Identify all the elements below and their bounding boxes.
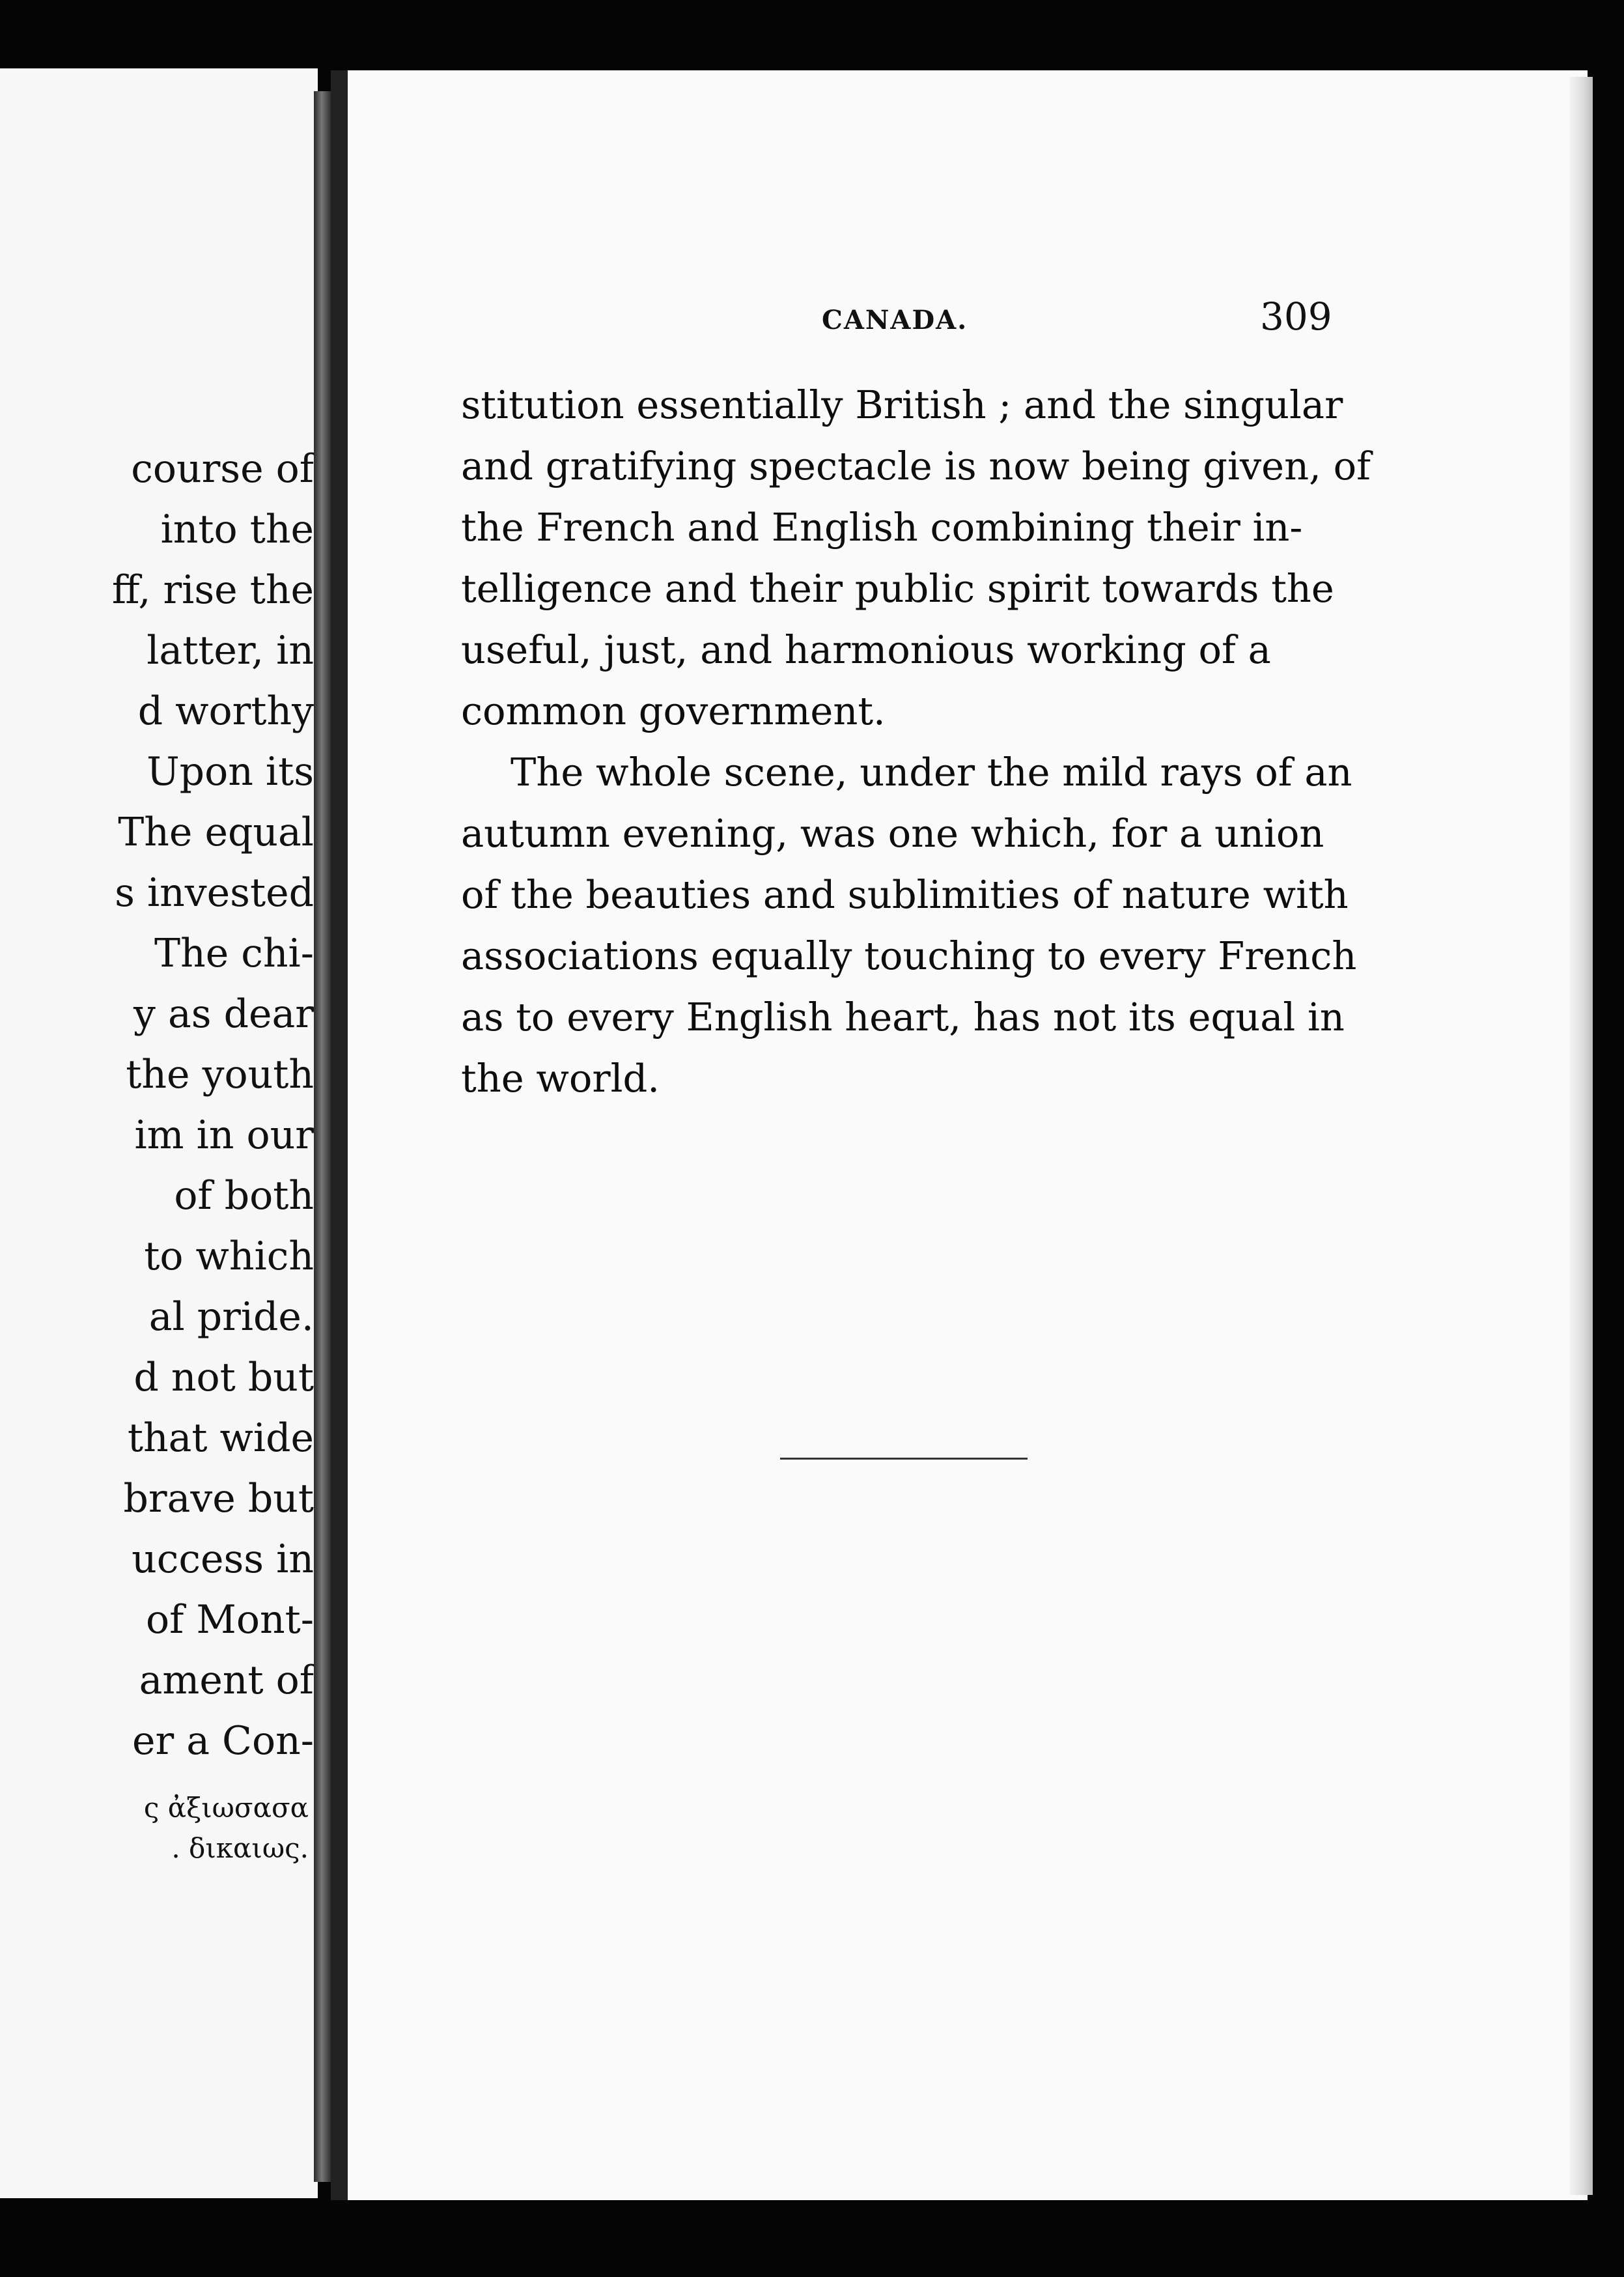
left-page-line: The chi- (154, 931, 314, 976)
left-page-line: al pride. (148, 1294, 314, 1340)
left-page-line: course of (131, 446, 314, 492)
left-page-line: s invested (115, 870, 314, 916)
left-page-line: im in our (134, 1112, 314, 1158)
body-line: and gratifying spectacle is now being given, of (461, 444, 1371, 488)
left-page-line: y as dear (133, 991, 314, 1037)
left-page-line: Upon its (147, 749, 314, 795)
left-page-line: uccess in (132, 1536, 314, 1582)
body-line: common government. (461, 688, 886, 733)
left-page-line: of both (174, 1173, 314, 1219)
page-number: 309 (1260, 294, 1332, 339)
body-line: stitution essentially British ; and the singular (461, 382, 1343, 427)
left-page-line: of Mont- (146, 1597, 314, 1643)
left-page-line: that wide (127, 1415, 314, 1461)
body-line: of the beauties and sublimities of nature with (461, 872, 1349, 917)
page-edge (1569, 77, 1593, 2195)
body-line: telligence and their public spirit towards the (461, 566, 1334, 611)
left-page-footnote: . δικαιως. (171, 1832, 309, 1864)
left-page-line: to which (144, 1234, 314, 1279)
body-line: the French and English combining their in- (461, 505, 1303, 550)
left-page-footnote: ς ἀξιωσασα (143, 1792, 309, 1824)
left-page-line: the youth (126, 1052, 314, 1097)
body-line: as to every English heart, has not its equal in (461, 995, 1345, 1040)
body-line: The whole scene, under the mild rays of an (511, 750, 1352, 795)
left-page-line: d worthy (137, 688, 314, 734)
left-page-line: brave but (123, 1476, 314, 1521)
body-line: autumn evening, was one which, for a union (461, 811, 1324, 856)
running-head: CANADA. (822, 305, 968, 335)
left-page-line: ff, rise the (111, 567, 314, 613)
end-rule (780, 1458, 1028, 1460)
left-page-line: d not but (133, 1355, 314, 1400)
left-page (0, 68, 318, 2198)
left-page-line: The equal (118, 810, 314, 855)
left-page-line: er a Con- (132, 1718, 314, 1764)
left-page-line: latter, in (147, 628, 314, 673)
body-line: associations equally touching to every French (461, 933, 1357, 978)
body-line: the world. (461, 1056, 660, 1101)
left-page-line: ament of (139, 1658, 314, 1703)
body-line: useful, just, and harmonious working of a (461, 627, 1271, 672)
left-page-line: into the (160, 507, 314, 552)
